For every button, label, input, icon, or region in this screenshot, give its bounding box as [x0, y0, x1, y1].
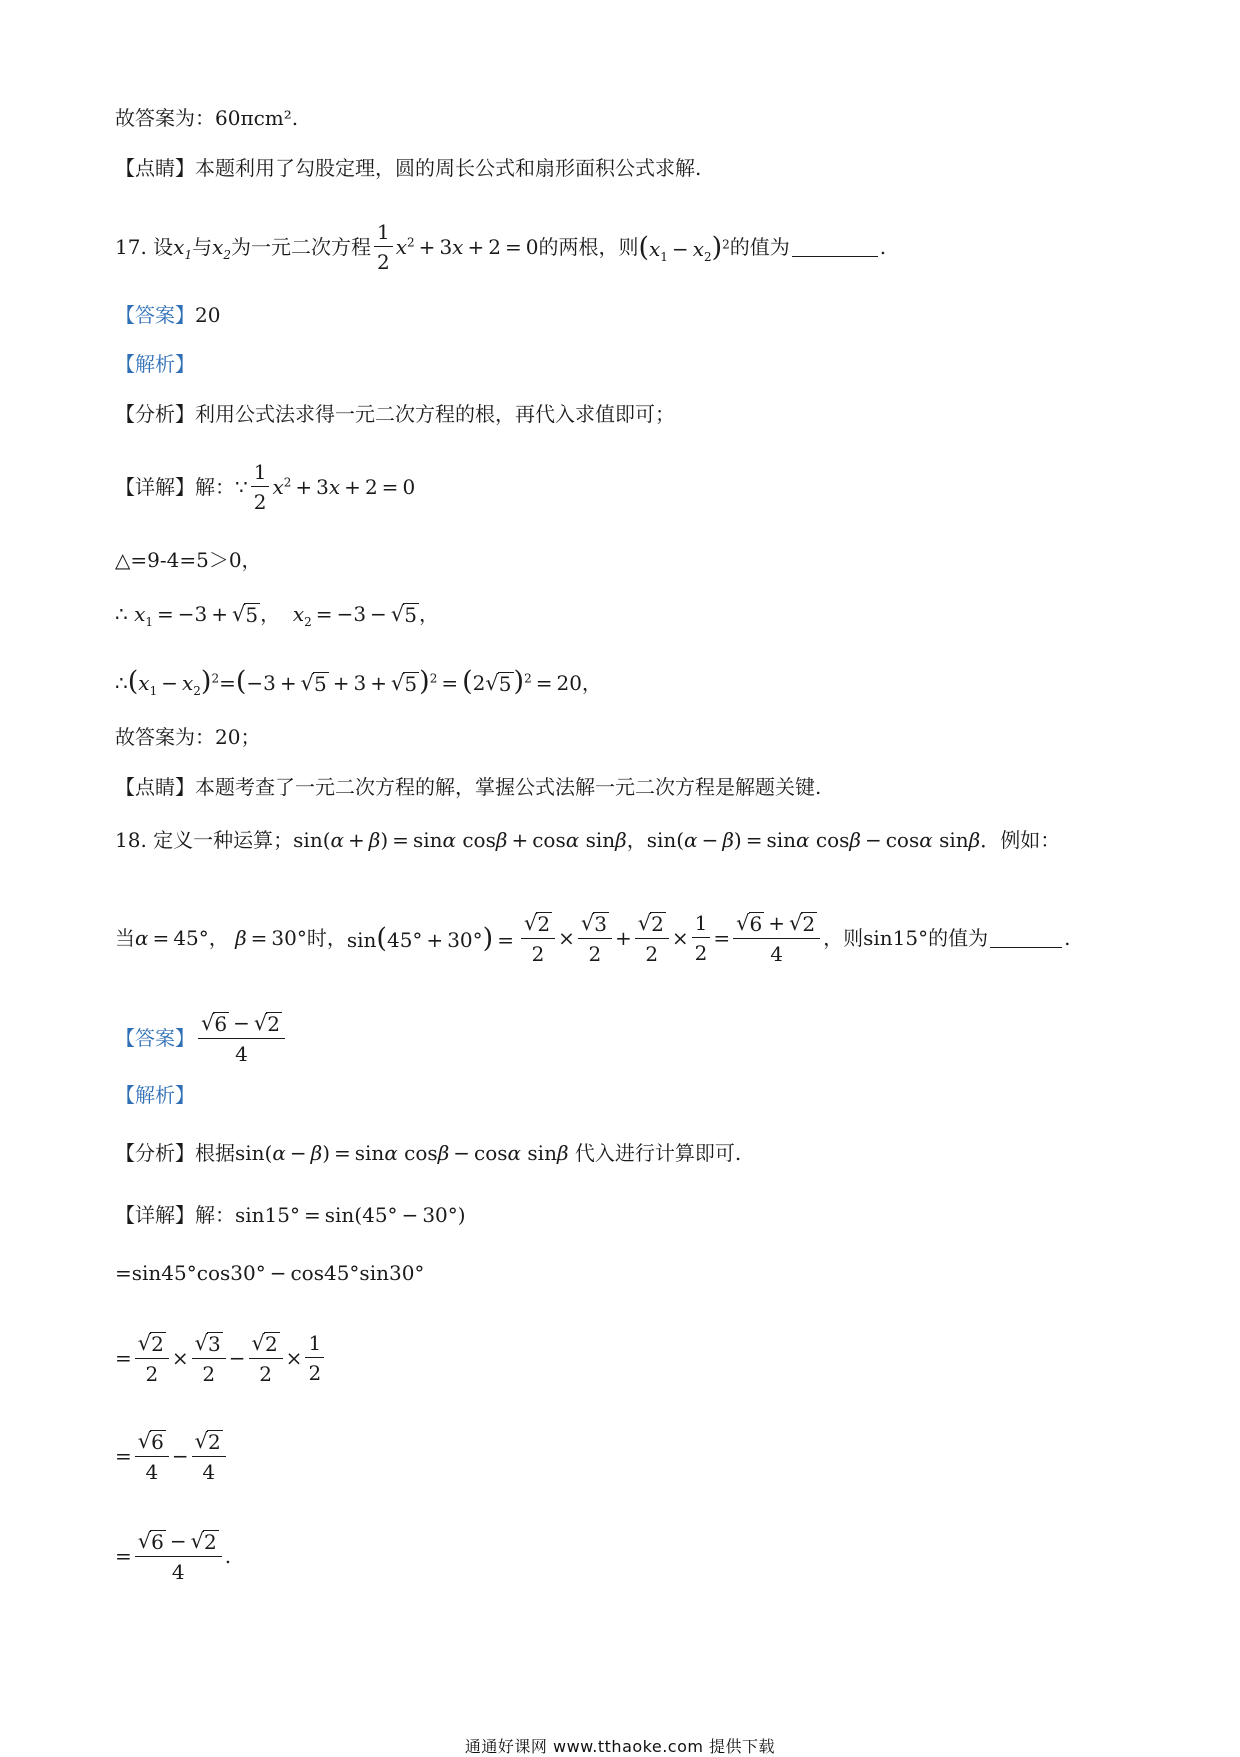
answer-blank — [792, 238, 878, 257]
q18-example: 当 α = 45°， β = 30° 时， sin(45° + 30°) = √ 2 2 × √ 3 2 + √ 2 2 × $\frac{1}{2}$ = √ 6 + √ 2 4 ，则 sin15° 的值为 . — [115, 911, 1071, 966]
q17-roots: ∴ $x_1 = -3$ + √ 5 ， $x_2 = -3$ − √ 5 ， — [115, 602, 439, 629]
q18-fenxi: 【分析】根据 sin(α − β) = sinα cosβ − cosα sinβ 代入进行计算即可. — [115, 1141, 742, 1165]
q17-fenxi: 【分析】利用公式法求得一元二次方程的根，再代入求值即可； — [115, 402, 675, 426]
q17-stem: 17. 设 $x_1$ 与 $x_2$ 为一元二次方程 $\frac{1}{2}$ $x^2 + 3x + 2 = 0$ 的两根，则 $(x_1 - x_2)^2$ 的值为 . — [115, 220, 887, 274]
q17-answer: 【答案】 20 — [115, 303, 221, 327]
prev-answer-line: 故答案为：60πcm². — [115, 106, 299, 130]
q17-delta: △=9-4=5＞0， — [115, 548, 262, 572]
q18-step3: = √ 6 4 − √ 2 4 — [115, 1430, 229, 1482]
q18-step4: = √ 6 − √ 2 4 . — [115, 1529, 232, 1584]
q17-tip: 【点睛】本题考查了一元二次方程的解，掌握公式法解一元二次方程是解题关键. — [115, 775, 822, 799]
q18-analysis-label: 【解析】 — [115, 1083, 195, 1107]
q18-step2: = √ 2 2 × √ 3 2 − √ 2 2 × $\frac{1}{2}$ — [115, 1332, 327, 1384]
q18-answer: 【答案】 √ 6 − √ 2 4 — [115, 1012, 288, 1064]
q18-detail: 【详解】解： sin15° = sin(45° − 30°) — [115, 1203, 466, 1227]
q17-detail: 【详解】解： ∵ $\frac{1}{2}$ $x^2 + 3x + 2 = 0$ — [115, 460, 416, 514]
q18-stem: 18. 定义一种运算； sin(α + β) = sinα cosβ + cosα sinβ，sin(α − β) = sinα cosβ − cosα sinβ． 例如： — [115, 828, 1061, 852]
answer-blank — [990, 929, 1062, 948]
q17-compute: $\therefore(x_1 - x_2)^2=(-3$ + √ 5 + 3 + √ 5 )$^2$ = (2 √ 5 )$^2$ = 20， — [115, 666, 602, 698]
q17-final: 故答案为：20； — [115, 725, 261, 749]
fraction-one-half: $\frac{1}{2}$ — [374, 222, 393, 272]
prev-tip: 【点睛】本题利用了勾股定理，圆的周长公式和扇形面积公式求解. — [115, 156, 702, 180]
page-footer: 通通好课网 www.tthaoke.com 提供下载 — [464, 1737, 776, 1756]
q18-step1: =sin45°cos30° − cos45°sin30° — [115, 1261, 425, 1285]
q17-analysis-label: 【解析】 — [115, 352, 195, 376]
